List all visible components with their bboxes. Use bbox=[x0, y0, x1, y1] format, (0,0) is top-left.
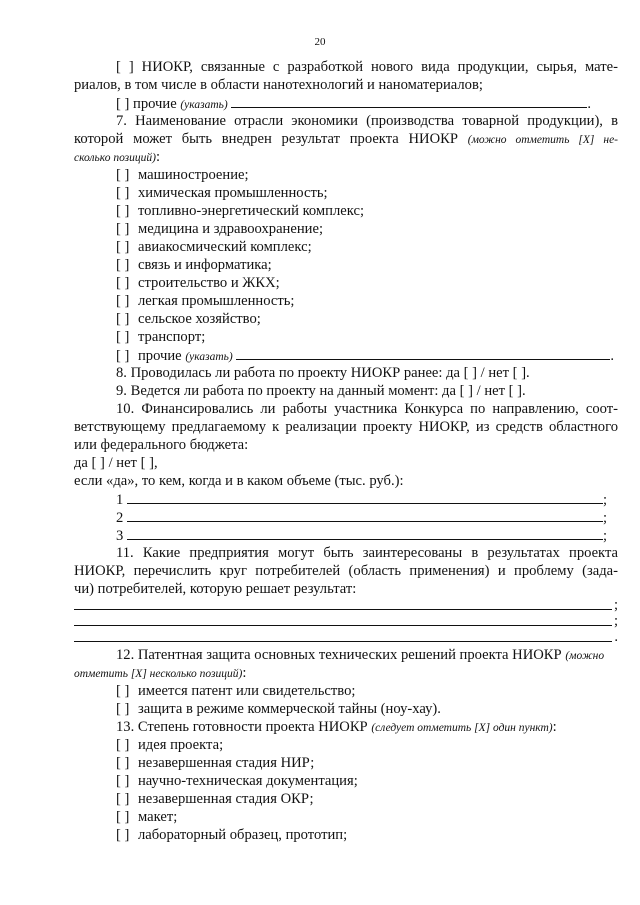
q13-item-label: идея проекта; bbox=[138, 737, 224, 753]
q12-line-2-end: : bbox=[242, 665, 247, 681]
page-number: 20 bbox=[314, 36, 326, 48]
q7-checkbox[interactable]: [ ] bbox=[116, 329, 130, 345]
q7-line-2-text: которой может быть внедрен результат проекта НИОКР bbox=[74, 131, 458, 147]
q9-line: 9. Ведется ли работа по проекту на данный момент: да [ ] / нет [ ]. bbox=[116, 383, 526, 399]
q13-checkbox[interactable]: [ ] bbox=[116, 827, 130, 843]
q12-checkbox[interactable]: [ ] bbox=[116, 701, 130, 717]
q7-checkbox[interactable]: [ ] bbox=[116, 239, 130, 255]
q10-row-number: 2 bbox=[116, 510, 124, 526]
p6-other-hint: (указать) bbox=[180, 99, 228, 111]
q7-other-row[interactable] bbox=[116, 347, 618, 367]
q12-item[interactable] bbox=[116, 701, 618, 719]
q10-line-1: 10. Финансировались ли работы участника Конкурса по направлению, соот- bbox=[116, 401, 618, 417]
q10-row-number: 1 bbox=[116, 492, 124, 508]
q10-row[interactable] bbox=[116, 491, 618, 510]
q13-checkbox[interactable]: [ ] bbox=[116, 755, 130, 771]
q8-line: 8. Проводилась ли работа по проекту НИОКР ранее: да [ ] / нет [ ]. bbox=[116, 365, 530, 381]
q7-item-label: строительство и ЖКХ; bbox=[138, 275, 280, 291]
q10-line-4: да [ ] / нет [ ], bbox=[74, 455, 158, 471]
q13-item-label: незавершенная стадия НИР; bbox=[138, 755, 315, 771]
q7-item-label: медицина и здравоохранение; bbox=[138, 221, 324, 237]
q13-item-label: макет; bbox=[138, 809, 178, 825]
q7-other-end: . bbox=[610, 348, 615, 364]
q7-checkbox[interactable]: [ ] bbox=[116, 275, 130, 291]
q7-other-hint: (указать) bbox=[185, 351, 233, 363]
q13-checkbox[interactable]: [ ] bbox=[116, 791, 130, 807]
q13-item-label: научно-техническая документация; bbox=[138, 773, 358, 789]
q7-item[interactable] bbox=[116, 311, 618, 329]
q12-checkbox[interactable]: [ ] bbox=[116, 683, 130, 699]
q10-row-field[interactable] bbox=[127, 527, 603, 540]
q10-line-2: ветствующему предлагаемому к реализации проекту НИОКР, из средств областного bbox=[74, 419, 618, 435]
q7-checkbox[interactable]: [ ] bbox=[116, 257, 130, 273]
q13-line-1-hint: (следует отметить [X] один пункт) bbox=[371, 722, 553, 734]
q7-item-label: транспорт; bbox=[138, 329, 206, 345]
p6-other-end: . bbox=[587, 96, 592, 112]
q7-item[interactable] bbox=[116, 167, 618, 185]
q7-checkbox[interactable]: [ ] bbox=[116, 293, 130, 309]
p6-line-1: [ ] НИОКР, связанные с разработкой нового вида продукции, сырья, мате- bbox=[116, 59, 618, 75]
q13-checkbox[interactable]: [ ] bbox=[116, 809, 130, 825]
q7-item-label: легкая промышленность; bbox=[138, 293, 295, 309]
q12-line-2-hint: отметить [X] несколько позиций) bbox=[74, 668, 243, 680]
q7-line-2 bbox=[74, 131, 618, 150]
q7-item[interactable] bbox=[116, 203, 618, 221]
q10-row-number: 3 bbox=[116, 528, 124, 544]
q11-answer-end: ; bbox=[613, 597, 618, 613]
q7-item[interactable] bbox=[116, 239, 618, 257]
q7-item-label: топливно-энергетический комплекс; bbox=[138, 203, 364, 219]
q11-answer-line[interactable] bbox=[74, 609, 612, 610]
q13-checkbox[interactable]: [ ] bbox=[116, 737, 130, 753]
q13-item[interactable] bbox=[116, 791, 618, 809]
q10-row-end: ; bbox=[602, 528, 608, 544]
q13-item-label: лабораторный образец, прототип; bbox=[138, 827, 348, 843]
q7-checkbox[interactable]: [ ] bbox=[116, 348, 130, 364]
q7-line-3-hint: сколько позиций) bbox=[74, 152, 156, 164]
q12-item-label: имеется патент или свидетельство; bbox=[138, 683, 356, 699]
q7-item-label: машиностроение; bbox=[138, 167, 249, 183]
q7-checkbox[interactable]: [ ] bbox=[116, 311, 130, 327]
q7-line-1: 7. Наименование отрасли экономики (производства товарной продукции), в bbox=[116, 113, 618, 129]
q12-item[interactable] bbox=[116, 683, 618, 701]
q12-item-label: защита в режиме коммерческой тайны (ноу-хау). bbox=[138, 701, 441, 717]
q7-line-3-end: : bbox=[156, 149, 161, 165]
q13-line-1-text: 13. Степень готовности проекта НИОКР bbox=[116, 719, 368, 735]
q7-checkbox[interactable]: [ ] bbox=[116, 203, 130, 219]
q7-other-field[interactable] bbox=[236, 347, 610, 360]
q7-item-label: связь и информатика; bbox=[138, 257, 272, 273]
q11-line-2: НИОКР, перечислить круг потребителей (область применения) и проблему (зада- bbox=[74, 563, 618, 579]
q12-line-2 bbox=[74, 665, 618, 684]
q11-line-3: чи) потребителей, которую решает результат: bbox=[74, 581, 357, 597]
q7-line-3 bbox=[74, 149, 618, 168]
q13-checkbox[interactable]: [ ] bbox=[116, 773, 130, 789]
q11-answer-line[interactable] bbox=[74, 625, 612, 626]
p6-other-field[interactable] bbox=[231, 95, 587, 108]
q13-item[interactable] bbox=[116, 755, 618, 773]
q10-row-end: ; bbox=[602, 510, 608, 526]
q7-item-label: химическая промышленность; bbox=[138, 185, 328, 201]
q7-item-label: авиакосмический комплекс; bbox=[138, 239, 312, 255]
q7-checkbox[interactable]: [ ] bbox=[116, 167, 130, 183]
q7-item[interactable] bbox=[116, 185, 618, 203]
q7-item[interactable] bbox=[116, 221, 618, 239]
q10-row[interactable] bbox=[116, 527, 618, 546]
q13-item[interactable] bbox=[116, 827, 618, 845]
q13-item-label: незавершенная стадия ОКР; bbox=[138, 791, 314, 807]
q11-answer-line[interactable] bbox=[74, 641, 612, 642]
q7-checkbox[interactable]: [ ] bbox=[116, 221, 130, 237]
q11-answer-end: ; bbox=[613, 613, 618, 629]
p6-other-label: [ ] прочие bbox=[116, 96, 177, 112]
q10-row-field[interactable] bbox=[127, 509, 603, 522]
q11-line-1: 11. Какие предприятия могут быть заинтересованы в результатах проекта bbox=[116, 545, 618, 561]
q12-line-1-text: 12. Патентная защита основных технических решений проекта НИОКР bbox=[116, 647, 562, 663]
q10-row[interactable] bbox=[116, 509, 618, 528]
q7-item-label: сельское хозяйство; bbox=[138, 311, 261, 327]
q7-line-2-hint: (можно отметить [X] не- bbox=[467, 134, 619, 146]
q7-item[interactable] bbox=[116, 275, 618, 293]
q13-item[interactable] bbox=[116, 809, 618, 827]
q10-row-end: ; bbox=[602, 492, 608, 508]
p6-other-row bbox=[116, 95, 618, 115]
q13-line-1-end: : bbox=[552, 719, 557, 735]
q12-line-1 bbox=[116, 647, 618, 666]
q12-line-1-hint: (можно bbox=[565, 650, 605, 662]
q13-item[interactable] bbox=[116, 773, 618, 791]
q7-other-label: прочие bbox=[138, 348, 182, 364]
q13-item[interactable] bbox=[116, 737, 618, 755]
p6-line-2: риалов, в том числе в области нанотехнологий и наноматериалов; bbox=[74, 77, 483, 93]
q13-line-1 bbox=[116, 719, 618, 738]
q10-line-5: если «да», то кем, когда и в каком объеме (тыс. руб.): bbox=[74, 473, 404, 489]
q7-item[interactable] bbox=[116, 329, 618, 347]
q10-row-field[interactable] bbox=[127, 491, 603, 504]
q7-item[interactable] bbox=[116, 257, 618, 275]
q7-item[interactable] bbox=[116, 293, 618, 311]
q7-checkbox[interactable]: [ ] bbox=[116, 185, 130, 201]
q10-line-3: или федерального бюджета: bbox=[74, 437, 249, 453]
q11-answer-end: . bbox=[614, 629, 618, 645]
